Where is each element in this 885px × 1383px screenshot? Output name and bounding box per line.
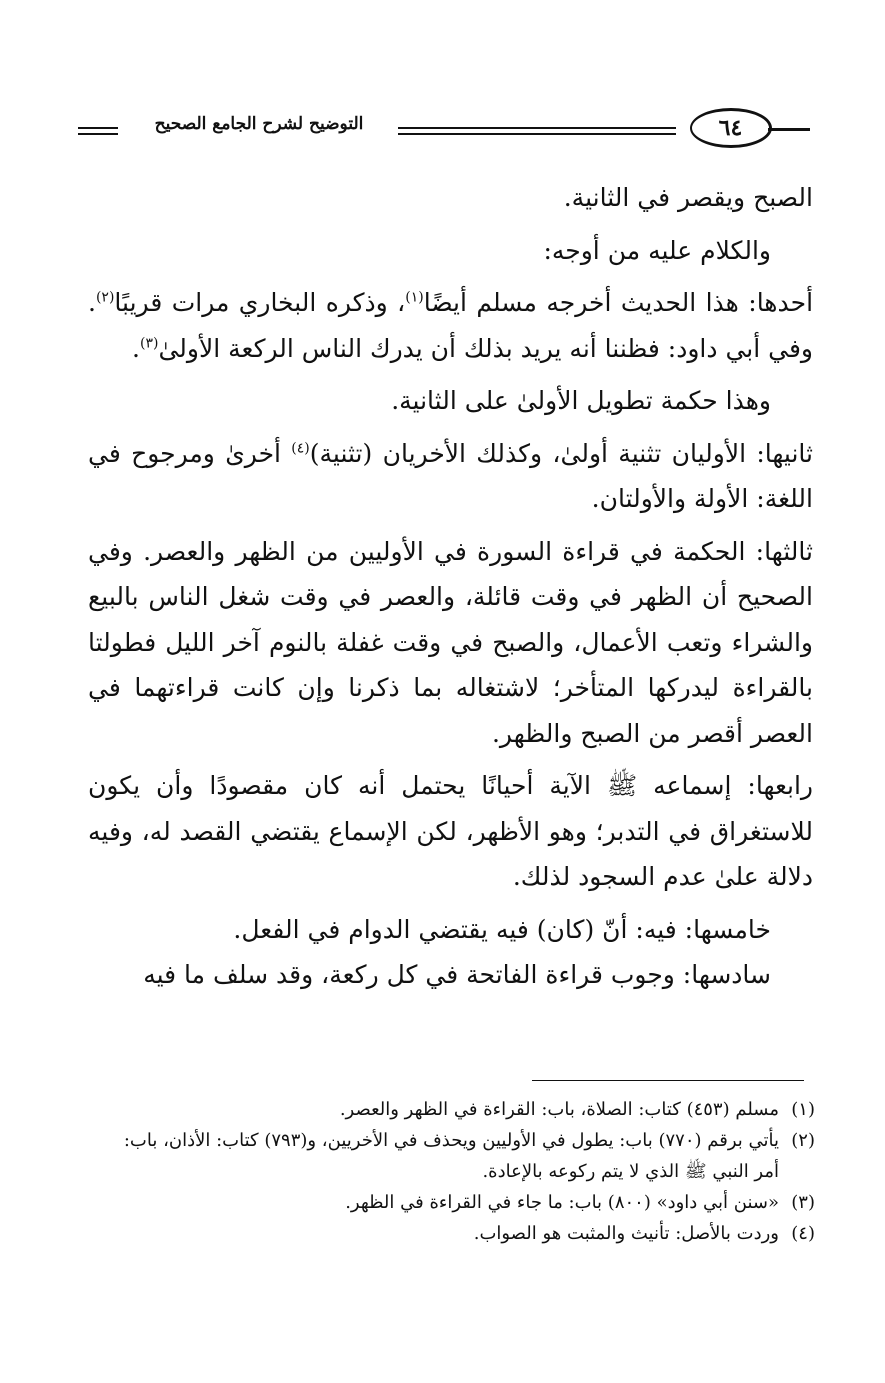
header-rule-middle [398, 127, 676, 135]
footnote-text: وردت بالأصل: تأنيث والمثبت هو الصواب. [473, 1223, 779, 1244]
footnote-text: يأتي برقم (٧٧٠) باب: يطول في الأوليين ويحذف في الأخريين، و(٧٩٣) كتاب: الأذان، باب: أمر النبي ﷺ الذي لا يتم ركوعه بالإعادة. [123, 1130, 779, 1182]
header-rule-left [78, 127, 118, 135]
paragraph-8: خامسها: فيه: أنّ (كان) فيه يقتضي الدوام في الفعل. [233, 914, 771, 944]
main-text [88, 175, 813, 998]
paragraph-2: والكلام عليه من أوجه: [543, 235, 771, 265]
footnote-number: (٤) [791, 1223, 815, 1244]
paragraph-3 [88, 280, 813, 371]
page-number: ٦٤ [690, 108, 772, 148]
footnote-ref-2: (٢) [95, 289, 115, 306]
paragraph-5-text-b: أخرىٰ ومرجوح في اللغة: الأولة والأولتان. [88, 438, 813, 513]
footnote-ref-1: (١) [405, 289, 424, 306]
paragraph-4: وهذا حكمة تطويل الأولىٰ على الثانية. [391, 386, 771, 415]
paragraph-5 [88, 431, 813, 522]
footnote-4 [100, 1218, 815, 1249]
paragraph-6: ثالثها: الحكمة في قراءة السورة في الأوليين من الظهر والعصر. وفي الصحيح أن الظهر في وقت قائلة، والعصر في وقت شغل الناس بالبيع والشراء وتعب الأعمال، والصبح في وقت غفلة بالنوم آخر الليل فطولتا بالقراءة ليدركها المتأخر؛ لاشتغاله بما ذكرنا وإن كانت قراءتهما في العصر أقصر من الصبح والظهر. [88, 536, 813, 748]
paragraph-1: الصبح ويقصر في الثانية. [563, 183, 813, 212]
footnote-separator [532, 1080, 804, 1081]
paragraph-3-text-b: ، وذكره البخاري مرات قريبًا [114, 288, 406, 317]
page-header [78, 108, 810, 158]
paragraph-3-text-d: . [132, 333, 140, 363]
footnote-ref-3: (٣) [139, 335, 159, 352]
footnote-text: مسلم (٤٥٣) كتاب: الصلاة، باب: القراءة في الظهر والعصر. [339, 1099, 779, 1120]
paragraph-5-text-a: ثانيها: الأوليان تثنية أولىٰ، وكذلك الأخريان (تثنية) [309, 438, 813, 468]
footnote-3 [100, 1187, 815, 1218]
footnote-number: (٣) [791, 1192, 815, 1213]
footnote-ref-4: (٤) [291, 440, 310, 457]
footnote-text: «سنن أبي داود» (٨٠٠) باب: ما جاء في القراءة في الظهر. [345, 1192, 779, 1213]
footnote-2 [100, 1125, 815, 1187]
paragraph-3-text-a: أحدها: هذا الحديث أخرجه مسلم أيضًا [423, 288, 814, 317]
footnote-1 [100, 1094, 815, 1125]
paragraph-3-text-c: . وفي أبي داود: فظننا أنه يريد بذلك أن يدرك الناس الركعة الأولىٰ [88, 288, 813, 363]
footnotes [100, 1094, 815, 1249]
footnote-number: (٢) [791, 1130, 815, 1151]
running-title: التوضيح لشرح الجامع الصحيح [154, 114, 364, 134]
paragraph-7: رابعها: إسماعه ﷺ الآية أحيانًا يحتمل أنه كان مقصودًا وأن يكون للاستغراق في التدبر؛ وهو الأظهر، لكن الإسماع يقتضي القصد له، وفيه دلالة علىٰ عدم السجود لذلك. [88, 771, 813, 891]
paragraph-9: سادسها: وجوب قراءة الفاتحة في كل ركعة، وقد سلف ما فيه [143, 960, 771, 989]
header-rule-right [768, 128, 810, 133]
footnote-number: (١) [791, 1099, 815, 1120]
